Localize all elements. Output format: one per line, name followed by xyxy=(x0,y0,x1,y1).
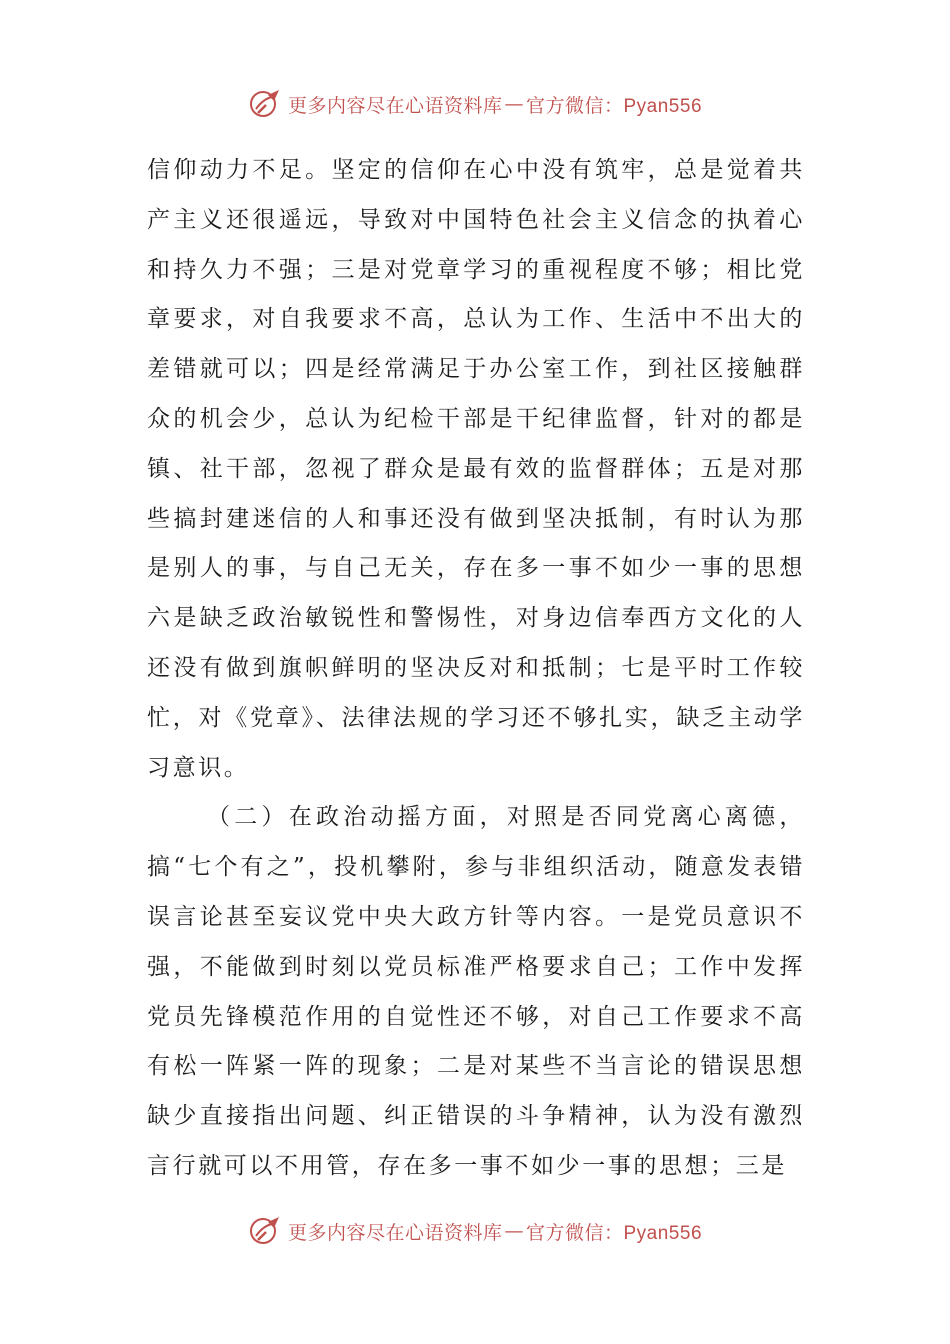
banner-separator: — xyxy=(504,1220,524,1242)
banner-site-text: 更多内容尽在心语资料库 xyxy=(287,1221,503,1244)
pen-logo-icon xyxy=(248,1214,282,1248)
banner-wechat-text: 官方微信：Pyan556 xyxy=(526,95,703,117)
pen-logo-icon xyxy=(248,87,282,121)
document-body xyxy=(147,146,805,1192)
banner-site-text: 更多内容尽在心语资料库 xyxy=(287,94,503,117)
banner-separator: — xyxy=(504,93,524,115)
paragraph-continuation: 信仰动力不足。坚定的信仰在心中没有筑牢，总是觉着共产主义还很遥远，导致对中国特色社会主义信念的执着心和持久力不强；三是对党章学习的重视程度不够；相比党章要求，对自我要求不高，总认为工作、生活中不出大的差错就可以；四是经常满足于办公室工作，到社区接触群众的机会少，总认为纪检干部是干纪律监督，针对的都是镇、社干部，忽视了群众是最有效的监督群体；五是对那些搞封建迷信的人和事还没有做到坚决抵制，有时认为那是别人的事，与自己无关，存在多一事不如少一事的思想六是缺乏政治敏锐性和警惕性，对身边信奉西方文化的人还没有做到旗帜鲜明的坚决反对和抵制；七是平时工作较忙，对《党章》、法律法规的学习还不够扎实，缺乏主动学习意识。 xyxy=(147,157,805,781)
banner-wechat-text: 官方微信：Pyan556 xyxy=(526,1222,703,1244)
header-banner xyxy=(0,84,950,124)
paragraph-political-wavering: （二）在政治动摇方面，对照是否同党离心离德，搞“七个有之”，投机攀附，参与非组织活动，随意发表错误言论甚至妄议党中央大政方针等内容。一是党员意识不强，不能做到时刻以党员标准严格要求自己；工作中发挥党员先锋模范作用的自觉性还不够，对自己工作要求不高有松一阵紧一阵的现象；二是对某些不当言论的错误思想缺少直接指出问题、纠正错误的斗争精神，认为没有激烈言行就可以不用管，存在多一事不如少一事的思想；三是 xyxy=(147,804,805,1179)
footer-banner xyxy=(0,1211,950,1251)
